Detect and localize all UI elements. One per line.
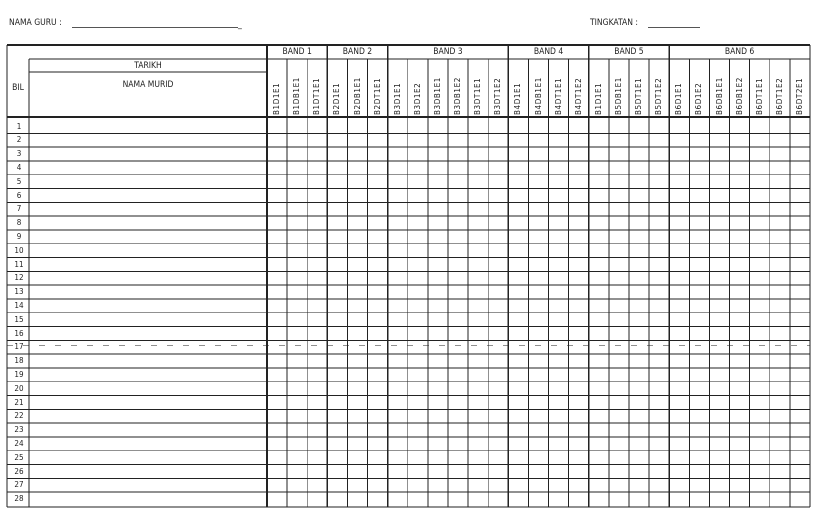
row-number: 28	[14, 494, 24, 504]
descriptor-code: B2DB1E1	[352, 77, 362, 115]
descriptor-code: B6DT1E1	[754, 77, 764, 115]
bil-header: BIL	[12, 83, 24, 93]
tarikh-header: TARIKH	[134, 60, 162, 71]
row-number: 19	[14, 369, 24, 379]
row-number: 9	[16, 231, 22, 241]
row-number: 26	[14, 466, 24, 476]
descriptor-code: B6DB1E1	[714, 77, 724, 115]
descriptor-code: B4DT1E1	[553, 77, 563, 115]
descriptor-code: B6DT1E2	[774, 77, 784, 115]
descriptor-code: B3D1E2	[412, 82, 422, 115]
descriptor-code: B1DB1E1	[292, 77, 302, 115]
descriptor-code: B4D1E1	[513, 82, 523, 115]
row-number: 1	[16, 121, 22, 131]
descriptor-code: B3D1E1	[392, 82, 402, 115]
row-number: 18	[14, 356, 24, 366]
row-number: 17	[14, 342, 24, 352]
band-header: BAND 6	[724, 47, 755, 57]
band-header: BAND 2	[342, 47, 373, 57]
descriptor-code: B2DT1E1	[372, 77, 382, 115]
descriptor-code: B1D1E1	[272, 82, 282, 115]
row-number: 2	[16, 135, 22, 145]
row-number: 5	[16, 176, 22, 186]
descriptor-code: B5DT1E1	[634, 77, 644, 115]
row-number: 21	[14, 397, 24, 407]
descriptor-code: B6D1E1	[674, 82, 684, 115]
level-label: TINGKATAN :	[590, 18, 638, 28]
row-number: 14	[14, 300, 24, 310]
descriptor-code: B6DB1E2	[734, 77, 744, 115]
row-number: 25	[14, 452, 24, 462]
descriptor-code: B5DT1E2	[654, 77, 664, 115]
descriptor-code: B6D1E2	[694, 82, 704, 115]
descriptor-code: B5DB1E1	[613, 77, 623, 115]
descriptor-code: B1DT1E1	[312, 77, 322, 115]
row-number: 13	[14, 287, 24, 297]
band-header: BAND 4	[533, 47, 564, 57]
row-number: 20	[14, 383, 24, 393]
descriptor-code: B2D1E1	[332, 82, 342, 115]
row-number: 10	[14, 245, 24, 255]
row-number: 8	[16, 218, 22, 228]
row-number: 11	[14, 259, 24, 269]
descriptor-code: B6DT2E1	[794, 77, 804, 115]
row-number: 3	[16, 149, 22, 159]
row-number: 4	[16, 162, 22, 172]
descriptor-code: B3DB1E1	[432, 77, 442, 115]
row-number: 7	[16, 204, 22, 214]
row-number: 16	[14, 328, 24, 338]
teacher-name-label: NAMA GURU :	[9, 18, 62, 28]
descriptor-code: B4DT1E2	[573, 77, 583, 115]
band-header: BAND 5	[614, 47, 644, 57]
teacher-name-trail: _	[238, 20, 242, 30]
descriptor-code: B1D1E1	[593, 82, 603, 115]
row-number: 27	[14, 480, 24, 490]
band-header: BAND 1	[282, 47, 312, 57]
band-header: BAND 3	[433, 47, 463, 57]
row-number: 12	[14, 273, 24, 283]
descriptor-code: B3DB1E2	[453, 77, 463, 115]
row-number: 24	[14, 438, 24, 448]
descriptor-code: B4DB1E1	[533, 77, 543, 115]
row-number: 15	[14, 314, 24, 324]
student-name-header: NAMA MURID	[122, 80, 174, 90]
descriptor-code: B3DT1E2	[493, 77, 503, 115]
row-number: 23	[14, 425, 24, 435]
row-number: 22	[14, 411, 24, 421]
descriptor-code: B3DT1E1	[473, 77, 483, 115]
row-number: 6	[16, 190, 22, 200]
